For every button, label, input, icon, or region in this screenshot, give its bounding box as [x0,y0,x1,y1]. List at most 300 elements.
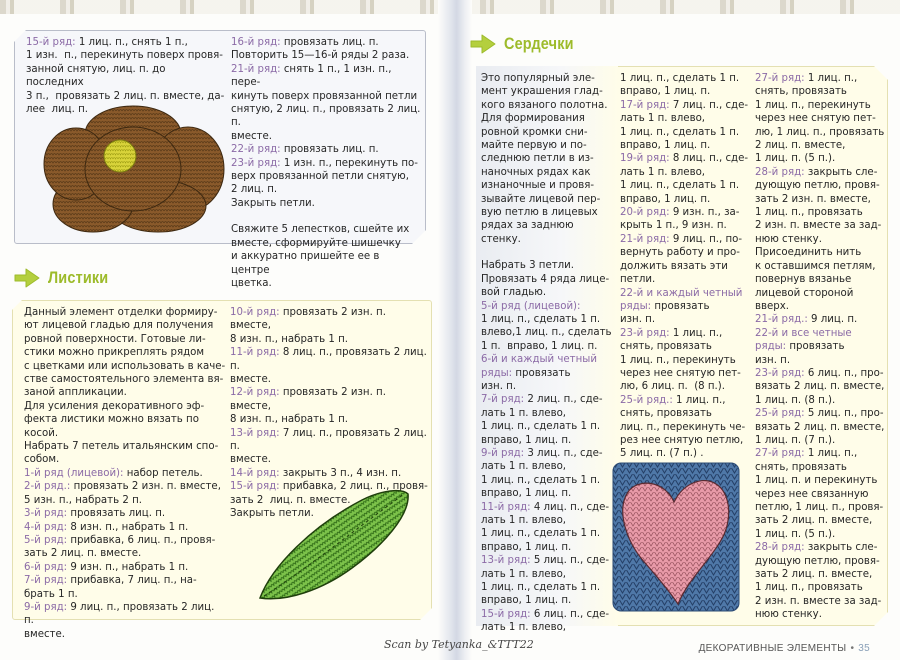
text-line [755,179,887,192]
text-line [24,453,226,466]
text-line [481,554,621,567]
instruction-text: вправо, 1 лиц. п. [620,140,711,152]
instruction-text: 6 лиц. п., сде- [530,608,610,620]
text-line [755,447,887,460]
text-line [24,333,226,346]
row-label: 28-й ряд: [755,542,805,554]
instruction-text: изнаночные и провя- [481,180,595,192]
text-line [231,49,421,62]
text-line [481,434,621,447]
instruction-text: лицевой стороной [755,287,854,299]
text-line [230,333,430,346]
instruction-text: 1 п. вправо, 1 лиц. п. [481,340,598,352]
text-line [26,63,226,90]
instruction-text: 1 лиц. п. (5 п.). [755,153,836,165]
text-line [230,306,430,333]
instruction-text: 2 лиц. п. [231,184,278,196]
row-label: 7-й ряд: [24,575,68,587]
heart-column-3 [755,72,887,622]
instruction-text: кого вязаного полотна. [481,99,608,111]
instruction-text: прибавка, 2 лиц. п., провя- [279,481,428,493]
flower-center-bobble [104,140,136,172]
instruction-text: должить вязать эти [620,260,728,272]
text-line [755,354,887,367]
text-line [755,421,887,434]
text-line [755,99,887,112]
instruction-text: лее лиц. п. [26,104,88,116]
instruction-text: 1 лиц. п., провязать [755,207,863,219]
instruction-text: Закрыть петли. [230,508,314,520]
instruction-text: 1 изн. п., перекинуть поверх провя- [26,50,223,62]
text-line [481,259,621,272]
text-line [24,467,226,480]
row-label: 23-й ряд: [620,327,670,339]
arrow-right-icon [470,34,496,54]
instruction-text: закрыть сле- [804,166,878,178]
text-line [231,170,421,183]
text-line [620,206,750,219]
text-line [620,327,750,340]
instruction-text: лать 1 п. влево, [620,113,706,125]
row-label: 15-й ряд: [481,608,531,620]
instruction-text: верх провязанной петли снятую, [231,171,409,183]
text-line [24,373,226,386]
knitted-flower-illustration [38,104,228,234]
text-line [755,380,887,393]
instruction-text: 1 лиц. п. и перекинуть [755,475,878,487]
instruction-text: петли. [620,274,656,286]
text-line [620,219,750,232]
instruction-text: 5 лиц. п., сде- [530,555,610,567]
scan-credit: Scan by Tetyanka_&TTT22 [384,638,534,651]
instruction-text: вместе. [230,374,271,386]
text-line [620,421,750,434]
text-line [755,327,887,340]
text-line [230,373,430,386]
text-line [230,427,430,454]
instruction-text: через нее снятую пет- [620,367,741,379]
text-line [620,166,750,179]
row-label: ряды: [481,367,513,379]
text-line [755,568,887,581]
instruction-text: 8 изн. п., набрать 1 п. [230,333,348,345]
text-line [230,386,430,413]
instruction-text: через нее связанную [755,488,869,500]
instruction-text: 9 лиц. п., провязать 2 лиц. п. [24,601,218,627]
instruction-text: 1 лиц. п., [669,327,723,339]
instruction-text: провязать 2 изн. п. вместе, [70,481,221,493]
text-line [481,193,621,206]
instruction-text: вправо, 1 лиц. п. [481,434,572,446]
text-line [26,49,226,62]
instruction-text: 9 лиц. п. [807,314,858,326]
text-line [481,527,621,540]
instruction-text: Провязать 4 ряда лице- [481,273,610,285]
instruction-text: вправо, 1 лиц. п. [481,595,572,607]
text-line [620,354,750,367]
instruction-text: снять, провязать [755,461,847,473]
instruction-text: ровной поверхности. Готовые ли- [24,333,206,345]
instruction-text: крыть 1 п., 9 изн. п. [620,220,727,232]
text-line [620,260,750,273]
row-label: 14-й ряд: [230,467,280,479]
row-label: 19-й ряд: [620,153,670,165]
text-line [231,157,421,170]
instruction-text: ют лицевой гладью для получения [24,320,214,332]
text-line [24,400,226,413]
text-line [24,346,226,359]
text-line [481,514,621,527]
instruction-text: лать 1 п. влево, [481,568,567,580]
instruction-text: изн. п. [620,314,656,326]
instruction-text: 1 лиц. п., [804,448,858,460]
text-line [481,166,621,179]
text-line [481,594,621,607]
text-line [24,574,226,587]
instruction-text: стенку. [481,233,521,245]
instruction-text: дующую петлю, провя- [755,180,880,192]
instruction-text: стве самостоятельного элемента вя- [24,374,224,386]
page-footer [699,643,870,654]
row-label: 3-й ряд: [24,508,68,520]
instruction-text: заной аппликации. [24,387,127,399]
text-line [26,36,226,49]
text-line [481,353,621,366]
text-line [24,360,226,373]
text-line [620,139,750,152]
text-line [620,193,750,206]
row-label: 11-й ряд: [230,347,280,359]
instruction-text: 1 лиц. п., [672,394,726,406]
row-label: 27-й ряд: [755,73,805,84]
row-label: 22-й ряд: [231,144,281,156]
text-line [620,179,750,192]
instruction-text: 1 лиц. п., сделать 1 п. [481,474,601,486]
text-line [481,460,621,473]
text-line [24,507,226,520]
text-line [620,152,750,165]
row-label: ряды: [755,341,787,353]
instruction-text: 9 изн. п., набрать 1 п. [67,561,189,573]
instruction-text: 7 лиц. п., сде- [669,99,749,111]
instruction-text: 3 лиц. п., сде- [524,447,603,459]
heart-column-1 [481,72,621,635]
text-line [755,126,887,139]
text-line [620,434,750,447]
text-line [481,568,621,581]
instruction-text: Набрать 7 петель итальянским спо- [24,441,219,453]
text-line [481,206,621,219]
instruction-text: ровной кромки сни- [481,126,588,138]
text-line [755,394,887,407]
text-line [620,367,750,380]
text-line [481,393,621,406]
instruction-text: 2 лиц. п. вместе, [755,140,846,152]
instruction-text: 9 лиц. п., по- [669,233,743,245]
instruction-text: повернув вязанье [755,274,852,286]
instruction-text: Это популярный эле- [481,73,595,84]
text-line [230,453,430,466]
text-line [620,85,750,98]
instruction-text: 6 лиц. п., про- [804,367,884,379]
instruction-text: 1 лиц. п., сделать 1 п. [620,73,740,84]
row-label: 6-й ряд: [24,561,68,573]
row-label: 22-й и каждый четный [620,287,743,299]
row-label: 22-й и все четные [755,327,852,339]
instruction-text: вместе, сформируйте шишечку [231,237,401,249]
text-line [620,313,750,326]
text-line [481,152,621,165]
text-line [24,440,226,453]
instruction-text: следнюю петли в из- [481,153,594,165]
instruction-text: 1 лиц. п., сделать 1 п. [620,126,740,138]
text-line [755,139,887,152]
text-line [481,139,621,152]
text-line [481,367,621,380]
instruction-text: 1 лиц. п., сделать 1 п. [481,582,601,594]
text-line [755,340,887,353]
instruction-text: занной снятую, лиц. п. до последних [26,63,169,89]
instruction-text: мент украшения глад- [481,86,603,98]
row-label: 7-й ряд: [481,394,525,406]
text-line [231,197,421,210]
text-line [24,628,226,641]
text-line [755,193,887,206]
text-line [481,501,621,514]
text-line [481,179,621,192]
instruction-text: рядах за заднюю [481,220,574,232]
instruction-text: нюю стенку. [755,233,822,245]
instruction-text: 8 изн. п., набрать 1 п. [230,414,348,426]
instruction-text: косой. [24,427,59,439]
row-label: 2-й ряд.: [24,481,71,493]
text-line [620,246,750,259]
text-line [755,367,887,380]
instruction-text: 5 лиц. п., про- [804,408,884,420]
text-line [755,300,887,313]
instruction-text: Повторить 15—16-й ряды 2 раза. [231,50,410,62]
text-line [24,319,226,332]
text-line [231,237,421,250]
text-line [755,85,887,98]
text-line [230,346,434,373]
book-gutter [438,0,472,660]
row-label: 21-й ряд: [620,233,670,245]
instruction-text: 4 лиц. п., сде- [530,501,610,513]
text-line [481,474,621,487]
instruction-text: вязать 2 лиц. п. вместе, [755,421,885,433]
text-line [231,143,421,156]
instruction-text: 1 лиц. п. (5 п.). [755,528,836,540]
instruction-text: Закрыть петли. [231,197,315,209]
text-line [481,112,621,125]
instruction-text: 2 изн. п. вместе за зад- [755,220,882,232]
text-line [24,306,226,319]
text-line [481,300,621,313]
text-line [231,183,421,196]
instruction-text: с цветками или использовать в каче- [24,360,226,372]
instruction-text: Данный элемент отделки формиру- [24,307,218,318]
page-number: 35 [858,643,870,654]
instruction-text: 1 изн. п., перекинуть по- [280,157,418,169]
text-line [481,581,621,594]
text-line [481,608,621,621]
text-line [481,541,621,554]
text-line [24,413,226,426]
instruction-text: 3 п., провязать 2 лиц. п. вместе, да- [26,90,225,102]
instruction-text: 1 лиц. п., перекинуть [620,354,736,366]
row-label: 9-й ряд: [481,447,525,459]
row-label: 27-й ряд: [755,448,805,460]
text-line [231,223,421,236]
text-line [755,152,887,165]
text-line [481,407,621,420]
row-label: 5-й ряд: [24,534,68,546]
instruction-text: 1 лиц. п., сделать 1 п. [481,528,601,540]
text-line [24,480,226,493]
row-label: 4-й ряд: [24,521,68,533]
instruction-text: лю, 1 лиц. п., провязать [755,126,885,138]
text-line [231,130,421,143]
text-line [755,206,887,219]
text-line [481,219,621,232]
instruction-text: зать 2 изн. п. вместе, [755,193,871,205]
text-line [481,85,621,98]
instruction-text: Свяжите 5 лепестков, сшейте их [231,224,410,236]
instruction-text: 8 лиц. п., провязать 2 лиц. п. [230,347,434,372]
text-line [24,521,226,534]
text-line [620,394,750,407]
text-line [620,126,750,139]
instruction-text: зать 2 лиц. п. вместе. [24,548,142,560]
text-line [481,233,621,246]
text-line [620,380,750,393]
row-label: 21-й ряд: [231,63,281,75]
instruction-text: Набрать 3 петли. [481,260,575,272]
text-line [24,534,226,547]
text-line [24,386,226,399]
instruction-text: вверх. [755,300,790,312]
instruction-text: вместе. [230,454,271,466]
instruction-text: провязать лиц. п. [280,37,379,48]
text-line [755,474,887,487]
instruction-text: через нее снятую пет- [755,113,876,125]
instruction-text: изн. п. [481,380,517,392]
text-line [24,561,226,574]
row-label: 20-й ряд: [620,207,670,219]
flower-core [85,127,181,211]
instruction-text: снять 1 п., 1 изн. п., пере- [231,63,395,89]
instruction-text: лю, 6 лиц. п. (8 п.). [620,381,726,393]
row-label: 21-й ряд.: [755,314,808,326]
text-line [620,340,750,353]
text-line [620,233,750,246]
instruction-text: лать 1 п. влево, [481,622,567,634]
instruction-text: лиц. п., перекинуть че- [620,421,746,433]
instruction-text: вместе. [231,130,272,142]
text-line [231,63,421,90]
instruction-text: зать 2 лиц. п. вместе, [755,515,873,527]
row-label: 11-й ряд: [481,501,531,513]
section-heading-hearts [470,34,586,54]
text-line [230,467,430,480]
instruction-text: провязать [651,300,710,312]
row-label: 13-й ряд: [230,427,280,439]
text-line [755,313,887,326]
text-line [755,555,887,568]
instruction-text: лать 1 п. влево, [481,461,567,473]
row-label: 23-й ряд: [755,367,805,379]
instruction-text: 7 лиц. п., провязать 2 лиц. п. [230,427,431,453]
instruction-text: 2 лиц. п., сде- [524,394,603,406]
instruction-text: провязать лиц. п. [67,508,166,520]
text-line [620,300,750,313]
text-line [755,407,887,420]
instruction-text: провязать 2 изн. п. вместе, [230,387,390,412]
text-line [755,287,887,300]
text-line [755,501,887,514]
instruction-text: и аккуратно пришейте ее в центре [231,251,383,276]
instruction-text: 1 лиц. п., [804,73,858,84]
section-heading-leaves [14,268,119,288]
row-label: ряды: [620,300,652,312]
instruction-text: собом. [24,454,60,466]
arrow-right-icon [14,268,40,288]
instruction-text: 1 лиц. п., снять 1 п., [75,37,188,48]
text-line [481,126,621,139]
text-line [755,246,887,259]
instruction-text: 1 лиц. п., перекинуть [755,99,871,111]
heart-column-2 [620,72,750,461]
text-line [481,313,621,326]
instruction-text: нюю стенку. [755,609,822,621]
text-line [24,494,226,507]
text-line [755,233,887,246]
footer-separator: • [850,643,855,654]
instruction-text: 5 изн. п., набрать 2 п. [24,494,142,506]
text-line [755,608,887,621]
instruction-text: майте первую и по- [481,140,587,152]
row-label: 25-й ряд: [755,408,805,420]
instruction-text: провязать [786,341,845,353]
text-line [481,380,621,393]
section-title-leaves: Листики [48,268,109,287]
text-line [231,36,421,49]
instruction-text: наночных рядах как [481,166,591,178]
instruction-text: дующую петлю, провя- [755,555,880,567]
section-title-hearts: Сердечки [504,34,574,53]
instruction-text: Для усиления декоративного эф- [24,400,205,412]
instruction-text: снятую, 2 лиц. п., провязать 2 лиц. п. [231,104,424,129]
instruction-text: набор петель. [123,467,203,479]
text-line [755,434,887,447]
text-line [24,601,226,628]
text-line [755,581,887,594]
paragraph-gap [481,246,621,259]
text-line [755,461,887,474]
instruction-text: 1 лиц. п. (8 п.). [755,394,836,406]
instruction-text: к оставшимся петлям, [755,260,876,272]
instruction-text: вую петлю в лицевых [481,207,598,219]
text-line [24,427,226,440]
row-label: 28-й ряд: [755,166,805,178]
instruction-text: изн. п. [755,354,791,366]
text-line [755,219,887,232]
instruction-text: влево,1 лиц. п., сделать [481,327,612,339]
instruction-text: вправо, 1 лиц. п. [481,488,572,500]
text-line [481,72,621,85]
text-line [24,588,226,601]
